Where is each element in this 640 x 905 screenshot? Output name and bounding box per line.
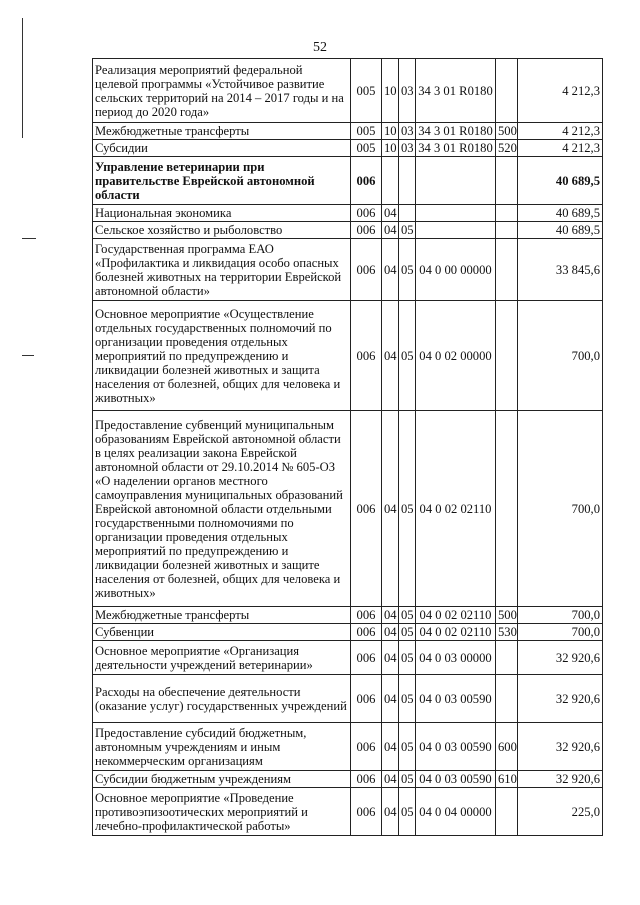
table-row: [93, 239, 603, 301]
section-code: 04: [382, 301, 399, 411]
table-row: [93, 123, 603, 140]
target-code: [416, 222, 496, 239]
row-name: Основное мероприятие «Проведение противоэпизоотических мероприятий и лечебно-профилактической работы»: [93, 788, 351, 836]
section-code: 04: [382, 723, 399, 771]
ministry-code: 006: [351, 641, 382, 675]
table-row: [93, 411, 603, 607]
expense-type-code: [496, 675, 518, 723]
subsection-code: 05: [399, 641, 416, 675]
amount: 700,0: [518, 411, 603, 607]
amount: 33 845,6: [518, 239, 603, 301]
subsection-code: 05: [399, 675, 416, 723]
expense-type-code: [496, 157, 518, 205]
table-row: [93, 222, 603, 239]
subsection-code: 05: [399, 222, 416, 239]
target-code: 04 0 02 00000: [416, 301, 496, 411]
section-code: 04: [382, 771, 399, 788]
target-code: [416, 157, 496, 205]
row-name: Основное мероприятие «Осуществление отдельных государственных полномочий по организации проведения отдельных мероприятий по предупреждению и ликвидации болезней животных и защита населения от болезней, общих для человека и животных»: [93, 301, 351, 411]
ministry-code: 006: [351, 723, 382, 771]
amount: 40 689,5: [518, 157, 603, 205]
ministry-code: 005: [351, 59, 382, 123]
section-code: 10: [382, 123, 399, 140]
expense-type-code: 530: [496, 624, 518, 641]
row-name: Субсидии: [93, 140, 351, 157]
section-code: 04: [382, 788, 399, 836]
subsection-code: 05: [399, 239, 416, 301]
expense-type-code: [496, 641, 518, 675]
subsection-code: 05: [399, 411, 416, 607]
subsection-code: [399, 157, 416, 205]
expense-type-code: [496, 301, 518, 411]
section-code: 10: [382, 140, 399, 157]
section-code: 04: [382, 624, 399, 641]
target-code: 04 0 03 00590: [416, 771, 496, 788]
ministry-code: 006: [351, 411, 382, 607]
table-row: [93, 723, 603, 771]
row-name: Предоставление субвенций муниципальным образованиям Еврейской автономной области в целях реализации закона Еврейской автономной области от 29.10.2014 № 605-ОЗ «О наделении органов местного самоуправления муниципальных образований Еврейской автономной области отдельными государственными полномочиями по организации проведения отдельных мероприятий по предупреждению и ликвидации болезней животных и защите населения от болезней, общих для человека и животных»: [93, 411, 351, 607]
row-name: Межбюджетные трансферты: [93, 123, 351, 140]
subsection-code: 05: [399, 788, 416, 836]
subsection-code: [399, 205, 416, 222]
ministry-code: 005: [351, 123, 382, 140]
ministry-code: 006: [351, 301, 382, 411]
amount: 4 212,3: [518, 59, 603, 123]
amount: 32 920,6: [518, 641, 603, 675]
ministry-code: 006: [351, 222, 382, 239]
budget-table: [92, 58, 603, 836]
row-name: Основное мероприятие «Организация деятельности учреждений ветеринарии»: [93, 641, 351, 675]
amount: 700,0: [518, 607, 603, 624]
row-name: Государственная программа ЕАО «Профилактика и ликвидация особо опасных болезней животных на территории Еврейской автономной области»: [93, 239, 351, 301]
section-code: 04: [382, 222, 399, 239]
target-code: 04 0 02 02110: [416, 411, 496, 607]
target-code: 34 3 01 R0180: [416, 123, 496, 140]
target-code: 04 0 02 02110: [416, 607, 496, 624]
section-code: 10: [382, 59, 399, 123]
row-name: Расходы на обеспечение деятельности (оказание услуг) государственных учреждений: [93, 675, 351, 723]
target-code: [416, 205, 496, 222]
ministry-code: 006: [351, 788, 382, 836]
page-number: 52: [313, 40, 327, 55]
table-row: [93, 59, 603, 123]
margin-tick: [22, 238, 36, 239]
margin-line: [22, 18, 23, 138]
row-name: Предоставление субсидий бюджетным, автономным учреждениям и иным некоммерческим организациям: [93, 723, 351, 771]
row-name: Межбюджетные трансферты: [93, 607, 351, 624]
amount: 700,0: [518, 301, 603, 411]
ministry-code: 006: [351, 157, 382, 205]
row-name: Субвенции: [93, 624, 351, 641]
amount: 4 212,3: [518, 123, 603, 140]
subsection-code: 05: [399, 624, 416, 641]
target-code: 04 0 03 00000: [416, 641, 496, 675]
subsection-code: 05: [399, 771, 416, 788]
amount: 4 212,3: [518, 140, 603, 157]
section-code: 04: [382, 675, 399, 723]
row-name: Национальная экономика: [93, 205, 351, 222]
amount: 32 920,6: [518, 771, 603, 788]
ministry-code: 005: [351, 140, 382, 157]
expense-type-code: [496, 788, 518, 836]
expense-type-code: [496, 239, 518, 301]
section-code: 04: [382, 641, 399, 675]
row-name: Субсидии бюджетным учреждениям: [93, 771, 351, 788]
target-code: 04 0 04 00000: [416, 788, 496, 836]
expense-type-code: 600: [496, 723, 518, 771]
table-row: [93, 205, 603, 222]
expense-type-code: 610: [496, 771, 518, 788]
section-code: 04: [382, 239, 399, 301]
section-code: 04: [382, 607, 399, 624]
section-code: [382, 157, 399, 205]
target-code: 04 0 00 00000: [416, 239, 496, 301]
table-row: [93, 771, 603, 788]
row-name: Управление ветеринарии при правительстве Еврейской автономной области: [93, 157, 351, 205]
ministry-code: 006: [351, 607, 382, 624]
subsection-code: 05: [399, 301, 416, 411]
target-code: 34 3 01 R0180: [416, 140, 496, 157]
table-row: [93, 157, 603, 205]
row-name: Реализация мероприятий федеральной целевой программы «Устойчивое развитие сельских территорий на 2014 – 2017 годы и на период до 2020 года»: [93, 59, 351, 123]
subsection-code: 05: [399, 723, 416, 771]
target-code: 34 3 01 R0180: [416, 59, 496, 123]
table-row: [93, 607, 603, 624]
ministry-code: 006: [351, 205, 382, 222]
amount: 32 920,6: [518, 723, 603, 771]
amount: 40 689,5: [518, 205, 603, 222]
expense-type-code: [496, 205, 518, 222]
table-row: [93, 140, 603, 157]
expense-type-code: [496, 59, 518, 123]
ministry-code: 006: [351, 239, 382, 301]
amount: 225,0: [518, 788, 603, 836]
amount: 32 920,6: [518, 675, 603, 723]
subsection-code: 05: [399, 607, 416, 624]
ministry-code: 006: [351, 624, 382, 641]
table-row: [93, 788, 603, 836]
row-name: Сельское хозяйство и рыболовство: [93, 222, 351, 239]
amount: 700,0: [518, 624, 603, 641]
amount: 40 689,5: [518, 222, 603, 239]
table-row: [93, 624, 603, 641]
ministry-code: 006: [351, 675, 382, 723]
subsection-code: 03: [399, 59, 416, 123]
expense-type-code: 500: [496, 123, 518, 140]
expense-type-code: 500: [496, 607, 518, 624]
section-code: 04: [382, 205, 399, 222]
subsection-code: 03: [399, 140, 416, 157]
target-code: 04 0 02 02110: [416, 624, 496, 641]
target-code: 04 0 03 00590: [416, 675, 496, 723]
expense-type-code: [496, 411, 518, 607]
target-code: 04 0 03 00590: [416, 723, 496, 771]
subsection-code: 03: [399, 123, 416, 140]
section-code: 04: [382, 411, 399, 607]
ministry-code: 006: [351, 771, 382, 788]
table-row: [93, 675, 603, 723]
table-row: [93, 641, 603, 675]
expense-type-code: [496, 222, 518, 239]
margin-tick: [22, 355, 34, 356]
table-row: [93, 301, 603, 411]
expense-type-code: 520: [496, 140, 518, 157]
